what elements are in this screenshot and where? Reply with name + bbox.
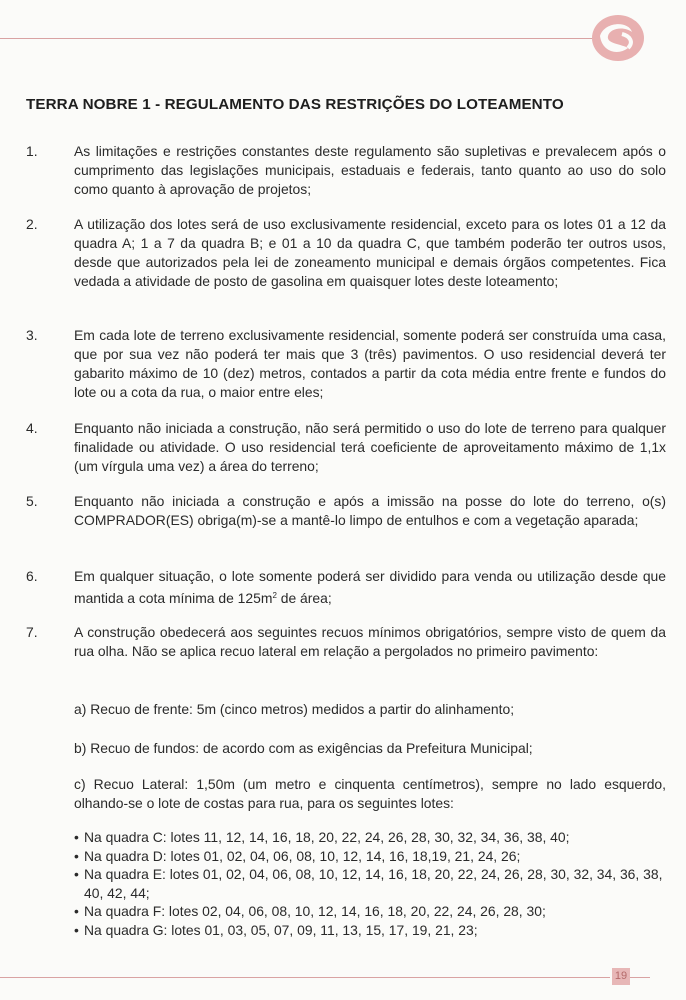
clause-number: 5. (26, 493, 38, 509)
clause-1 (26, 142, 666, 199)
lot-text: Na quadra C: lotes 11, 12, 14, 16, 18, 20, 22, 24, 26, 28, 30, 32, 34, 36, 38, 40; (84, 829, 570, 845)
clause-text-part: Em qualquer situação, o lote somente poderá ser dividido para venda ou utilização desde que mantida a cota mínima de 125m (74, 568, 666, 606)
page-number: 19 (612, 968, 630, 985)
subitem-a: a) Recuo de frente: 5m (cinco metros) medidos a partir do alinhamento; (74, 701, 515, 717)
clause-number: 4. (26, 420, 38, 436)
bullet: • (74, 847, 79, 864)
clause-text: Enquanto não iniciada a construção, não será permitido o uso do lote de terreno para qualquer finalidade ou atividade. O uso residencial terá coeficiente de aproveitamento máximo de 1,1x (um vírgula uma vez) a área do terreno; (74, 420, 666, 474)
bullet: • (74, 866, 79, 882)
clause-text: A construção obedecerá aos seguintes recuos mínimos obrigatórios, sempre visto de quem da rua olha. Não se aplica recuo lateral em relação a pergolados no primeiro pavimento: (74, 624, 666, 659)
list-item (74, 902, 666, 921)
lot-text: Na quadra E: lotes 01, 02, 04, 06, 08, 10, 12, 14, 16, 18, 20, 22, 24, 26, 28, 30, 32, 34, 36, 38, 40, 42, 44; (84, 866, 663, 901)
lot-text: Na quadra G: lotes 01, 03, 05, 07, 09, 11, 13, 15, 17, 19, 21, 23; (84, 921, 478, 938)
swirl-logo-icon (588, 12, 646, 64)
clause-number: 3. (26, 327, 38, 343)
lot-text: Na quadra D: lotes 01, 02, 04, 06, 08, 10, 12, 14, 16, 18,19, 21, 24, 26; (84, 847, 521, 864)
bullet: • (74, 921, 79, 938)
clause-text: A utilização dos lotes será de uso exclusivamente residencial, exceto para os lotes 01 a 12 da quadra A; 1 a 7 da quadra B; e 01 a 10 da quadra C, que também poderão ter outros usos, desde que autorizados pela lei de zoneamento municipal e demais órgãos competentes. Fica vedada a atividade de posto de gasolina em quaisquer lotes deste loteamento; (74, 216, 666, 289)
clause-text: Enquanto não iniciada a construção e após a imissão na posse do lote do terreno, o(s) COMPRADOR(ES) obriga(m)-se a mantê-lo limpo de entulhos e com a vegetação aparada; (74, 493, 666, 528)
clause-number: 1. (26, 143, 38, 159)
lots-list (74, 828, 666, 939)
lot-text: Na quadra F: lotes 02, 04, 06, 08, 10, 12, 14, 16, 18, 20, 22, 24, 26, 28, 30; (84, 903, 546, 919)
list-item (74, 828, 666, 847)
footer-rule-end (630, 977, 650, 978)
superscript: 2 (272, 591, 277, 600)
clause-text: Em cada lote de terreno exclusivamente residencial, somente poderá ser construída uma casa, que por sua vez não poderá ter mais que 3 (três) pavimentos. O uso residencial deverá ter gabarito máximo de 10 (dez) metros, contados a partir da cota média entre frente e fundos do lote ou a cota da rua, o maior entre eles; (74, 327, 666, 400)
clause-number: 7. (26, 624, 38, 640)
bullet: • (74, 903, 79, 919)
footer-rule (0, 977, 610, 978)
bullet: • (74, 829, 79, 845)
clause-text (74, 567, 666, 608)
clause-text: As limitações e restrições constantes deste regulamento são supletivas e prevalecem após o cumprimento das legislações municipais, estaduais e federais, tanto quanto ao uso do solo como quanto à aprovação de projetos; (74, 143, 666, 197)
page-title: TERRA NOBRE 1 - REGULAMENTO DAS RESTRIÇÕES DO LOTEAMENTO (26, 96, 564, 113)
clause-text-part: de área; (276, 590, 332, 606)
clause-number: 2. (26, 216, 38, 232)
subitem-b: b) Recuo de fundos: de acordo com as exigências da Prefeitura Municipal; (74, 740, 533, 756)
clause-6 (26, 567, 666, 608)
subitem-c: c) Recuo Lateral: 1,50m (um metro e cinquenta centímetros), sempre no lado esquerdo, olhando-se o lote de costas para rua, para os seguintes lotes: (74, 776, 666, 811)
list-item (74, 921, 666, 940)
list-item (74, 865, 666, 902)
clause-7 (26, 623, 666, 661)
clause-5 (26, 492, 666, 530)
clause-2 (26, 215, 666, 291)
clause-3 (26, 326, 666, 402)
clause-number: 6. (26, 568, 38, 584)
list-item (74, 847, 666, 866)
clause-4 (26, 419, 666, 476)
header-rule (0, 38, 600, 39)
